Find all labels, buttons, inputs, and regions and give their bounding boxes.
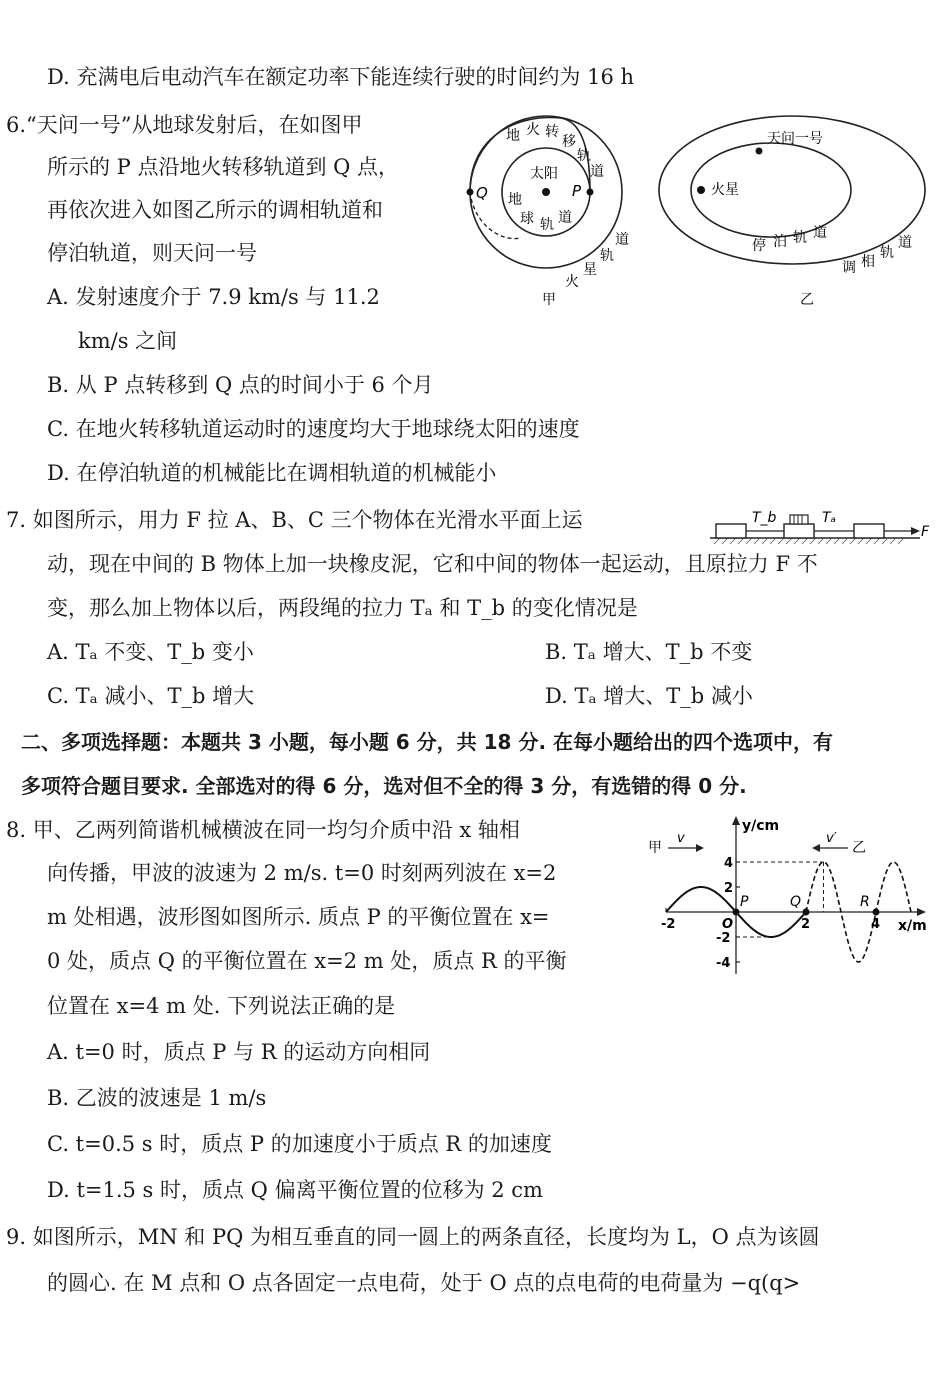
q8-option-b: B. 乙波的波速是 1 m/s <box>47 1086 267 1110</box>
section2-heading-cont: 多项符合题目要求. 全部选对的得 6 分，选对但不全的得 3 分，有选错的得 0 分. <box>21 774 747 798</box>
y-tick-label: 4 <box>724 856 734 871</box>
q7-option-b: B. Tₐ 增大、T_b 不变 <box>545 640 753 664</box>
svg-text:火: 火 <box>565 274 579 290</box>
x-tick-label: 4 <box>871 917 881 932</box>
wave-yi-speed: v′ <box>826 831 837 846</box>
svg-text:道: 道 <box>590 164 604 180</box>
svg-text:道: 道 <box>898 235 912 251</box>
q8-stem-line: 向传播，甲波的波速为 2 m/s. t=0 时刻两列波在 x=2 <box>47 861 557 885</box>
q7-option-d: D. Tₐ 增大、T_b 减小 <box>545 684 753 708</box>
svg-text:轨: 轨 <box>577 148 591 164</box>
svg-text:停: 停 <box>752 238 766 254</box>
svg-text:火: 火 <box>526 122 540 138</box>
q7-stem-line: 变，那么加上物体以后，两段绳的拉力 Tₐ 和 T_b 的变化情况是 <box>47 596 638 620</box>
q8-stem-line: m 处相遇，波形图如图所示. 质点 P 的平衡位置在 x= <box>47 905 550 929</box>
figure-jia-orbits <box>460 104 640 314</box>
q6-stem-line: 6.“天问一号”从地球发射后，在如图甲 <box>6 113 363 137</box>
q6-stem-line: 再依次进入如图乙所示的调相轨道和 <box>47 198 383 222</box>
point-q-dot <box>467 189 474 196</box>
point-p-dot <box>587 189 594 196</box>
wave-chart <box>636 812 936 982</box>
q6-option-d: D. 在停泊轨道的机械能比在调相轨道的机械能小 <box>47 461 497 485</box>
q8-stem-line: 位置在 x=4 m 处. 下列说法正确的是 <box>47 994 396 1018</box>
label-p: P <box>572 182 582 200</box>
figure-jia-caption: 甲 <box>542 292 556 308</box>
q7-stem-line: 动，现在中间的 B 物体上加一块橡皮泥，它和中间的物体一起运动，且原拉力 F 不 <box>47 552 818 576</box>
q6-option-c: C. 在地火转移轨道运动时的速度均大于地球绕太阳的速度 <box>47 417 580 441</box>
block-a <box>716 524 746 538</box>
q9-stem-line: 9. 如图所示，MN 和 PQ 为相互垂直的同一圆上的两条直径，长度均为 L，O 点为该圆 <box>6 1225 820 1249</box>
figure-yi-caption: 乙 <box>800 292 814 308</box>
svg-text:地: 地 <box>506 128 520 144</box>
point-p <box>733 909 740 916</box>
wave-yi-label: 乙 <box>852 840 866 856</box>
y-tick-label: -2 <box>716 931 731 946</box>
x-tick-label: O <box>722 917 734 932</box>
q7-stem-line: 7. 如图所示，用力 F 拉 A、B、C 三个物体在光滑水平面上运 <box>6 508 583 532</box>
q5-option-d: D. 充满电后电动汽车在额定功率下能连续行驶的时间约为 16 h <box>47 65 635 89</box>
putty <box>790 515 808 524</box>
svg-text:移: 移 <box>562 134 576 150</box>
svg-text:道: 道 <box>813 225 827 241</box>
svg-text:调: 调 <box>842 260 856 276</box>
label-f: F <box>921 524 930 540</box>
svg-text:道: 道 <box>615 232 629 248</box>
point-r <box>873 909 880 916</box>
q7-option-a: A. Tₐ 不变、T_b 变小 <box>47 640 254 664</box>
label-ta: Tₐ <box>822 510 837 526</box>
svg-text:轨: 轨 <box>880 245 894 261</box>
sun-dot <box>542 188 550 196</box>
x-tick-label: -2 <box>661 917 676 932</box>
section2-heading: 二、多项选择题：本题共 3 小题，每小题 6 分，共 18 分. 在每小题给出的四个选项中，有 <box>21 730 834 754</box>
q6-stem-line: 停泊轨道，则天问一号 <box>47 241 257 265</box>
label-sun: 太阳 <box>530 166 558 182</box>
point-label-r: R <box>860 894 870 910</box>
svg-text:轨: 轨 <box>540 217 554 233</box>
figure-yi-orbits <box>655 104 930 314</box>
probe-dot <box>756 148 763 155</box>
svg-text:轨: 轨 <box>600 248 614 264</box>
y-tick-label: -4 <box>716 956 731 971</box>
point-q <box>803 909 810 916</box>
block-b <box>784 524 814 538</box>
svg-text:泊: 泊 <box>773 234 787 250</box>
svg-text:星: 星 <box>583 262 597 278</box>
x-axis-label: x/m <box>898 918 927 934</box>
q6-option-b: B. 从 P 点转移到 Q 点的时间小于 6 个月 <box>47 373 434 397</box>
q6-option-a-cont: km/s 之间 <box>78 329 178 353</box>
svg-text:转: 转 <box>545 124 559 140</box>
label-mars: 火星 <box>711 182 739 198</box>
svg-text:道: 道 <box>558 210 572 226</box>
wave-jia-label: 甲 <box>648 840 662 856</box>
svg-text:球: 球 <box>520 211 534 227</box>
point-label-q: Q <box>790 894 802 910</box>
q9-stem-line: 的圆心. 在 M 点和 O 点各固定一点电荷，处于 O 点的点电荷的电荷量为 −q(q> <box>47 1271 801 1295</box>
point-label-p: P <box>740 894 749 910</box>
q8-option-a: A. t=0 时，质点 P 与 R 的运动方向相同 <box>47 1040 431 1064</box>
label-probe: 天问一号 <box>767 131 823 147</box>
q7-blocks-figure <box>708 504 933 550</box>
q8-option-c: C. t=0.5 s 时，质点 P 的加速度小于质点 R 的加速度 <box>47 1132 552 1156</box>
svg-text:轨: 轨 <box>793 230 807 246</box>
y-tick-label: 2 <box>724 881 734 896</box>
x-axis-arrow <box>917 908 926 916</box>
block-c <box>854 524 884 538</box>
q8-option-d: D. t=1.5 s 时，质点 Q 偏离平衡位置的位移为 2 cm <box>47 1178 543 1202</box>
q7-option-c: C. Tₐ 减小、T_b 增大 <box>47 684 255 708</box>
y-axis-label: y/cm <box>742 818 780 834</box>
label-tb: T_b <box>752 510 777 526</box>
q6-stem-line: 所示的 P 点沿地火转移轨道到 Q 点， <box>47 155 400 179</box>
q8-stem-line: 0 处，质点 Q 的平衡位置在 x=2 m 处，质点 R 的平衡 <box>47 949 567 973</box>
q6-option-a: A. 发射速度介于 7.9 km/s 与 11.2 <box>47 285 380 309</box>
mars-dot <box>697 186 705 194</box>
x-tick-label: 2 <box>801 917 811 932</box>
wave-jia-speed: v <box>677 831 685 846</box>
y-axis-arrow <box>732 816 740 825</box>
svg-text:地: 地 <box>508 192 522 208</box>
label-q: Q <box>476 184 488 202</box>
q8-stem-line: 8. 甲、乙两列简谐机械横波在同一均匀介质中沿 x 轴相 <box>6 818 520 842</box>
svg-text:相: 相 <box>861 254 875 270</box>
